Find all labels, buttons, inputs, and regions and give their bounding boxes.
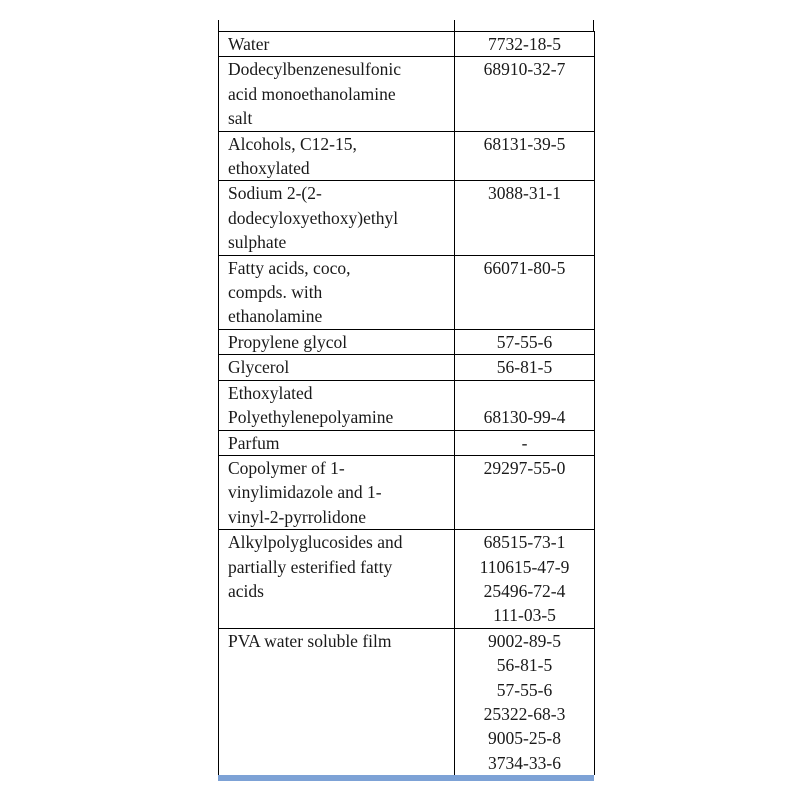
ingredient-name-line: Copolymer of 1- [228,457,345,478]
cas-number: 68910-32-7 [483,59,566,80]
ingredient-name-cell [219,380,455,430]
ingredients-table-body [219,32,595,776]
table-row [219,32,595,57]
cas-number: 9002-89-5 [488,630,561,651]
table-row [219,380,595,430]
ingredient-name-line: partially esterified fatty [228,556,393,577]
cas-number-cell [455,32,595,57]
ingredient-name-line: dodecyloxyethoxy)ethyl [228,207,399,228]
ingredient-name-cell [219,32,455,57]
ingredient-name-cell [219,131,455,181]
cas-number-cell [455,530,595,629]
table-row [219,255,595,329]
ingredient-name-line: Alkylpolyglucosides and [228,532,403,553]
ingredient-name-cell [219,57,455,131]
cas-number: 57-55-6 [496,331,553,352]
ingredient-name-cell [219,430,455,455]
cas-number: 66071-80-5 [483,257,566,278]
ingredient-name-cell [219,530,455,629]
ingredient-name-cell [219,355,455,380]
ingredient-name-line: Polyethylenepolyamine [228,407,394,428]
cas-number: 68130-99-4 [483,407,566,428]
table-row [219,181,595,255]
table-row [219,430,595,455]
table-row [219,355,595,380]
ingredient-name-line: Ethoxylated [228,382,313,403]
ingredient-name-line: Fatty acids, coco, [228,257,351,278]
cas-number-cell [455,430,595,455]
cas-number: 25322-68-3 [483,703,566,724]
ingredient-name-cell [219,455,455,529]
table-row [219,530,595,629]
cas-number-cell [455,380,595,430]
ingredient-name-line: ethoxylated [228,158,310,179]
ingredient-name-cell [219,181,455,255]
cas-number-cell [455,57,595,131]
ingredient-name-line: acid monoethanolamine [228,83,396,104]
ingredient-name-line: vinylimidazole and 1- [228,482,382,503]
cas-number: - [521,432,528,453]
ingredient-name-cell [219,628,455,775]
cas-number: 56-81-5 [496,357,553,378]
ingredient-name-line: ethanolamine [228,306,323,327]
cas-number: 57-55-6 [496,679,553,700]
cas-number-cell [455,455,595,529]
ingredient-name-line: Glycerol [228,357,290,378]
cas-number: 68131-39-5 [483,133,566,154]
cas-number-cell [455,355,595,380]
cas-number: 29297-55-0 [483,457,566,478]
table-row [219,455,595,529]
top-left-border-tick [218,20,219,31]
cas-number: 110615-47-9 [479,556,570,577]
ingredient-name-line: acids [228,580,264,601]
ingredient-name-line: Propylene glycol [228,331,348,352]
table-row [219,329,595,354]
ingredient-name-line: Parfum [228,432,280,453]
table-row [219,131,595,181]
cas-number: 3088-31-1 [488,183,561,204]
cas-number: 7732-18-5 [488,34,561,54]
top-right-border-tick [593,20,594,31]
top-middle-border-tick [454,20,455,31]
cas-number-cell [455,628,595,775]
ingredient-name-line: vinyl-2-pyrrolidone [228,506,367,527]
ingredient-name-cell [219,329,455,354]
ingredient-name-line: Sodium 2-(2- [228,183,322,204]
cas-number-cell [455,329,595,354]
cas-number-cell [455,255,595,329]
cas-number: 68515-73-1 [483,532,566,553]
ingredient-name-line: Alcohols, C12-15, [228,133,357,154]
ingredient-name-line: Dodecylbenzenesulfonic [228,59,401,80]
ingredient-name-line: salt [228,108,253,129]
cas-number-cell [455,181,595,255]
cas-number: 3734-33-6 [488,752,561,773]
ingredients-table [218,31,595,775]
cas-number: 56-81-5 [496,655,553,676]
ingredient-name-line: compds. with [228,282,323,303]
cas-number-cell [455,131,595,181]
cas-number: 111-03-5 [493,605,556,626]
cas-number: 9005-25-8 [488,728,561,749]
ingredient-name-cell [219,255,455,329]
ingredient-name-line: PVA water soluble film [228,630,392,651]
table-row [219,57,595,131]
cas-number: 25496-72-4 [483,580,566,601]
ingredient-name-line: Water [228,34,270,54]
ingredient-name-line: sulphate [228,232,287,253]
table-bottom-rule [218,775,594,781]
table-row [219,628,595,775]
